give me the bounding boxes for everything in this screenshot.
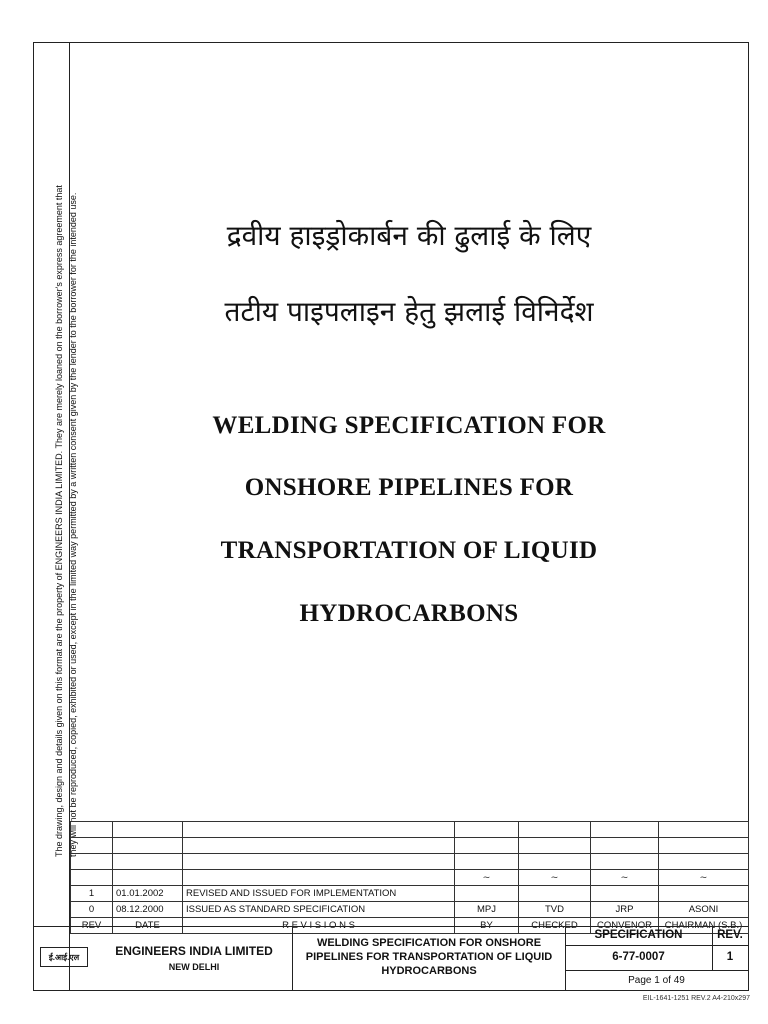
- title-block-divider: [292, 926, 293, 990]
- revision-signature-row: [71, 870, 749, 886]
- revision-checked: [519, 886, 591, 902]
- signature-chairman: ~: [659, 870, 749, 886]
- eil-logo: ई.आई.एल: [40, 947, 88, 967]
- specification-label: SPECIFICATION: [594, 929, 683, 941]
- revision-chairman: [659, 886, 749, 902]
- title-block-rule: [565, 970, 748, 971]
- revision-date: 08.12.2000: [113, 902, 183, 918]
- revision-number: 0: [71, 902, 113, 918]
- confidentiality-note-line-1: The drawing, design and details given on this format are the property of ENGINEERS INDIA LIMITED. They are merely loaned on the borrower's express agreement that: [54, 185, 64, 857]
- revision-date: 01.01.2002: [113, 886, 183, 902]
- company-city: NEW DELHI: [168, 962, 220, 972]
- hindi-title-line-1: द्रवीय हाइड्रोकार्बन की ढुलाई के लिए: [226, 219, 592, 252]
- signature-by: ~: [455, 870, 519, 886]
- revision-number: 1: [71, 886, 113, 902]
- header-rev: REV: [71, 918, 113, 934]
- english-title-line-2: ONSHORE PIPELINES FOR: [244, 474, 574, 501]
- revision-empty-row: [71, 822, 749, 838]
- revision-empty-row: [71, 854, 749, 870]
- english-title-line-3: TRANSPORTATION OF LIQUID: [220, 537, 598, 564]
- revision-description: ISSUED AS STANDARD SPECIFICATION: [183, 902, 455, 918]
- page-number: Page 1 of 49: [628, 975, 685, 986]
- header-date: DATE: [113, 918, 183, 934]
- revision-description: REVISED AND ISSUED FOR IMPLEMENTATION: [183, 886, 455, 902]
- footer-code: EIL-1641-1251 REV.2 A4-210x297: [642, 995, 750, 1002]
- english-title-line-4: HYDROCARBONS: [299, 600, 519, 627]
- revision-chairman: ASONI: [659, 902, 749, 918]
- header-revisions: R E V I S I O N S: [183, 918, 455, 934]
- revision-empty-row: [71, 838, 749, 854]
- hindi-title-line-2: तटीय पाइपलाइन हेतु झलाई विनिर्देश: [224, 295, 594, 328]
- header-checked: CHECKED: [519, 918, 591, 934]
- revision-by: [455, 886, 519, 902]
- document-description: WELDING SPECIFICATION FOR ONSHORE PIPELINES FOR TRANSPORTATION OF LIQUID HYDROCARBONS: [305, 937, 553, 977]
- signature-checked: ~: [519, 870, 591, 886]
- specification-number: 6-77-0007: [612, 951, 665, 963]
- revision-row: [71, 902, 749, 918]
- revision-number-current: 1: [726, 951, 734, 963]
- rev-label: REV.: [717, 929, 743, 941]
- revision-row: [71, 886, 749, 902]
- english-title-line-1: WELDING SPECIFICATION FOR: [212, 412, 606, 439]
- company-name: ENGINEERS INDIA LIMITED: [115, 944, 273, 958]
- header-chairman: CHAIRMAN (S.B.): [659, 918, 749, 934]
- title-block-rule: [565, 945, 748, 946]
- revision-convenor: [591, 886, 659, 902]
- header-by: BY: [455, 918, 519, 934]
- revision-checked: TVD: [519, 902, 591, 918]
- confidentiality-note-line-2: they will not be reproduced, copied, exhibited or used, except in the limited way permitted by a written consent given by the lender to the borrower for the intended use.: [68, 192, 78, 857]
- header-convenor: CONVENOR: [591, 918, 659, 934]
- revision-table: [70, 821, 749, 934]
- signature-convenor: ~: [591, 870, 659, 886]
- revision-by: MPJ: [455, 902, 519, 918]
- revision-convenor: JRP: [591, 902, 659, 918]
